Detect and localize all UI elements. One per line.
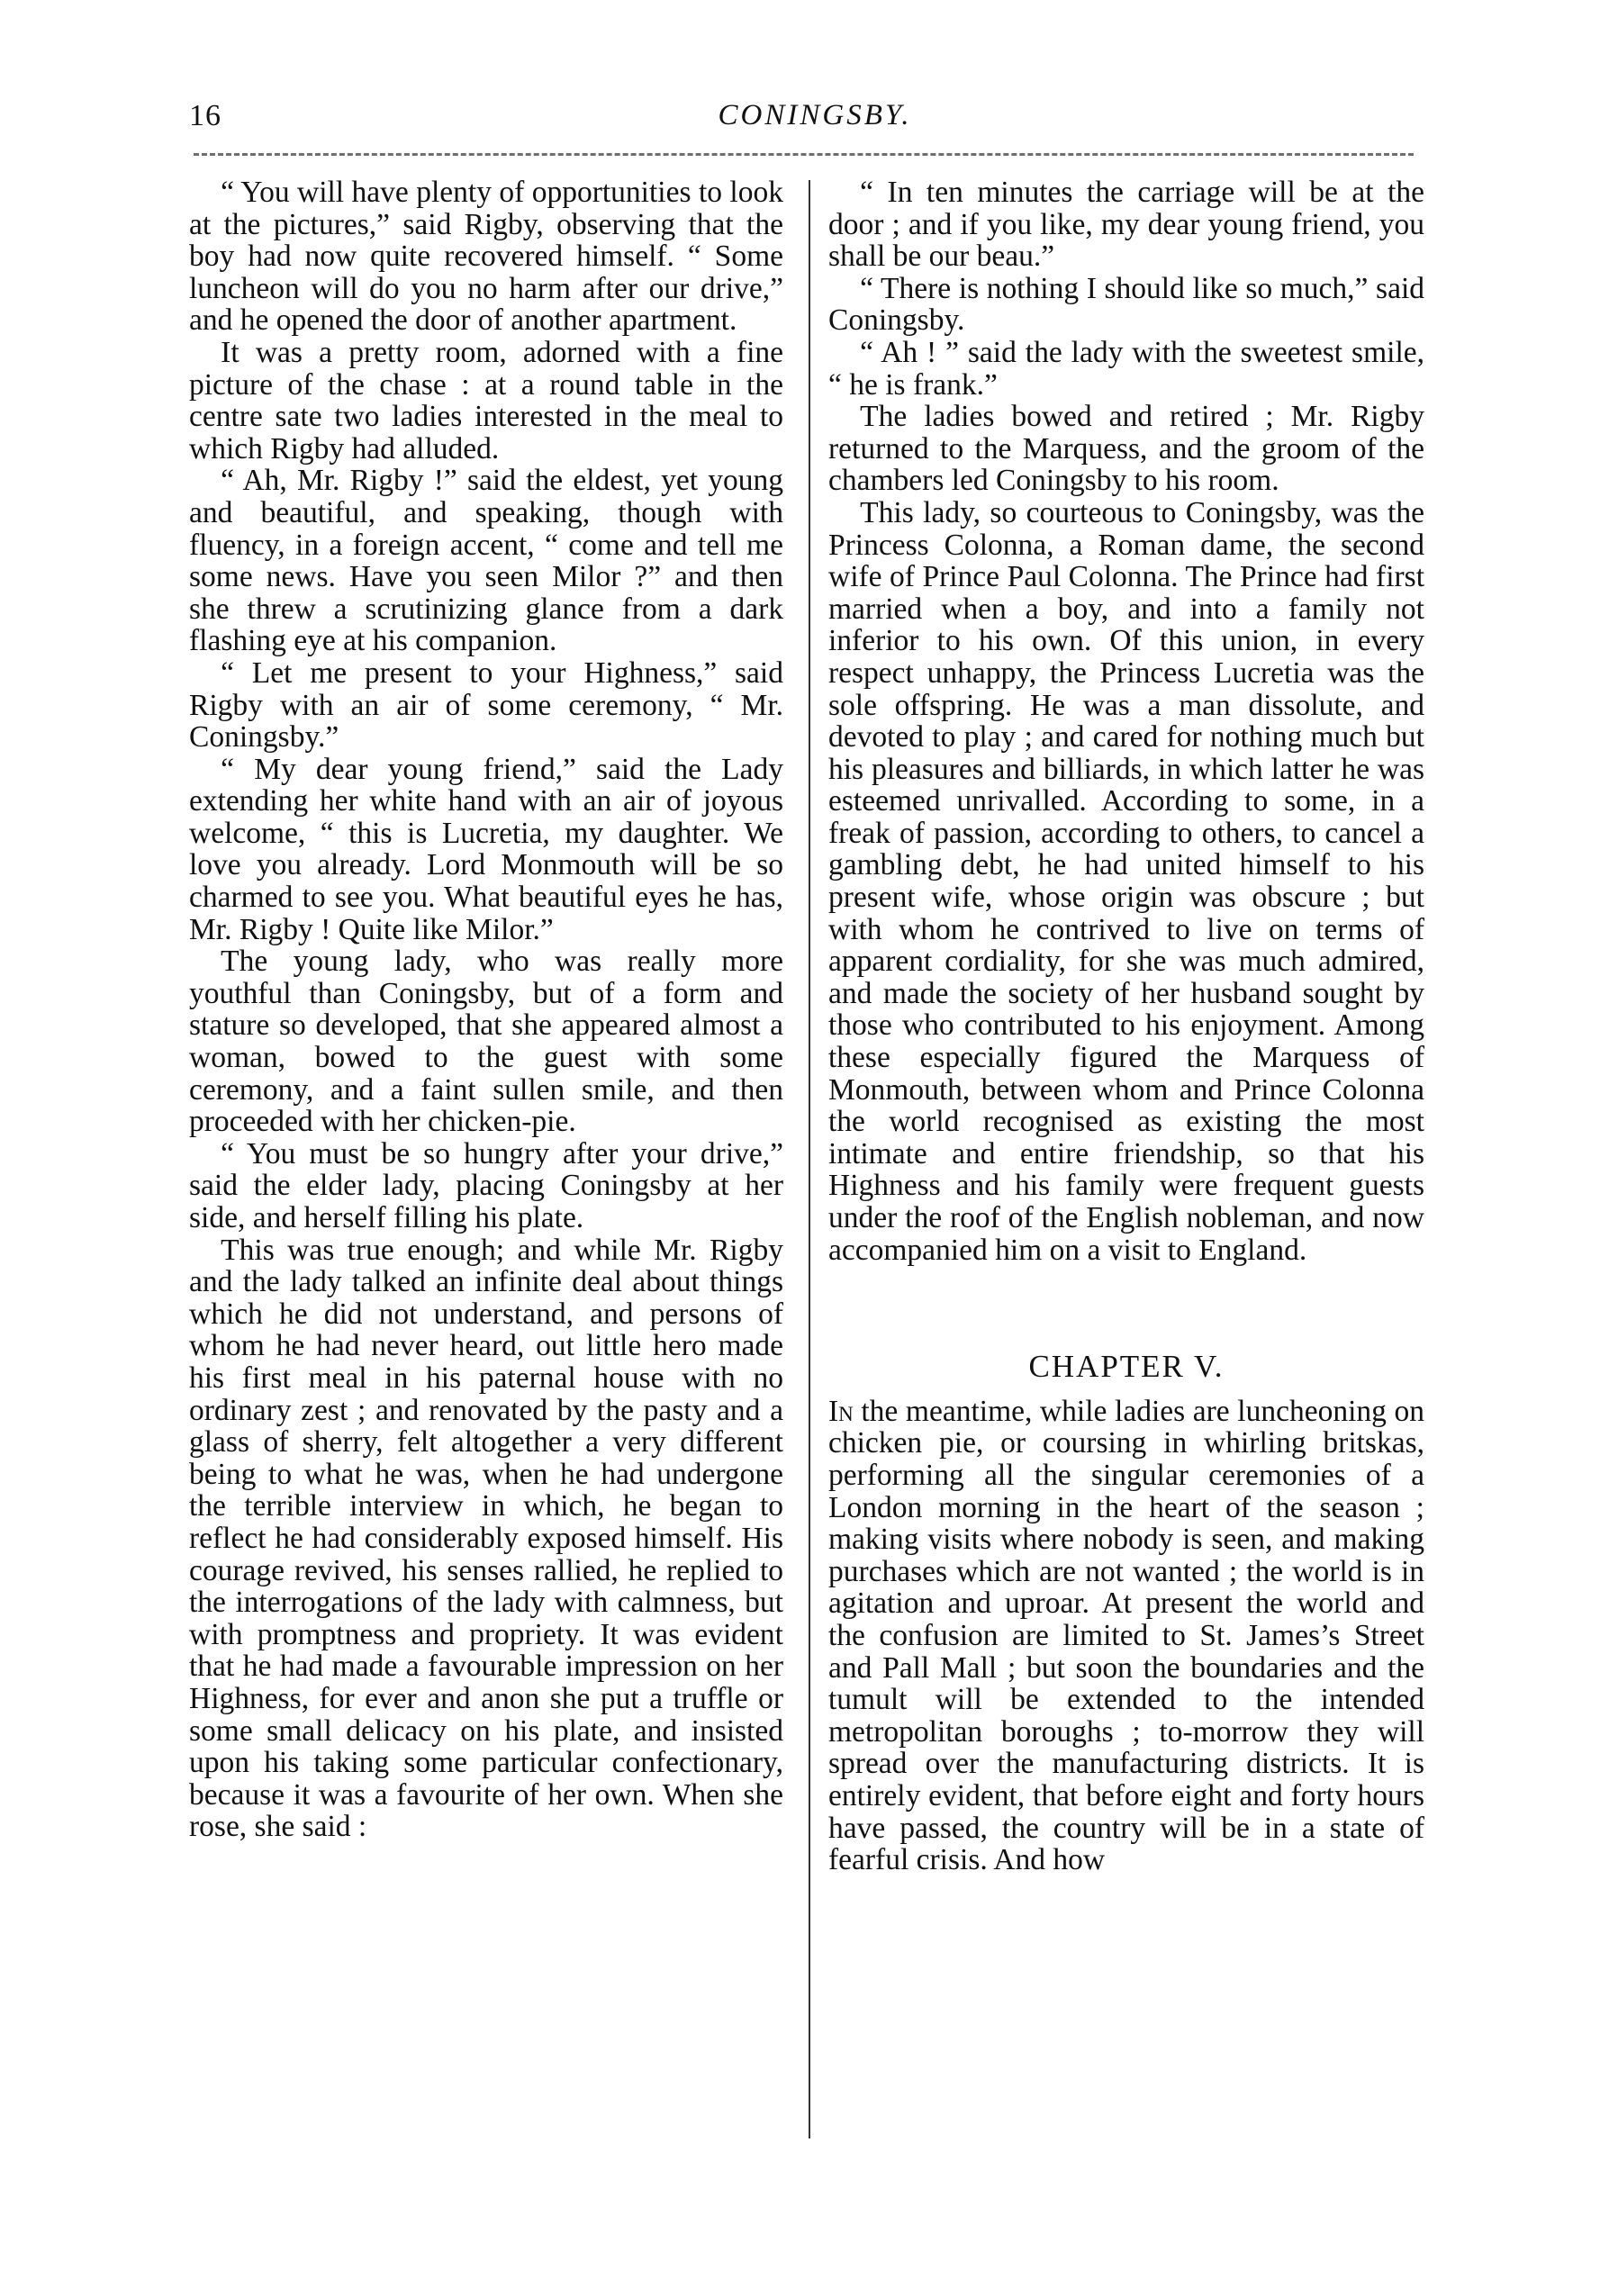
paragraph: “ Ah, Mr. Rigby !” said the eldest, yet young and beautiful, and speaking, though with fluency, in a foreign accent, “ come and tell me some news. Have you seen Milor ?” and then she threw a scrutinizing glance from a dark flashing eye at his companion. (189, 464, 783, 658)
paragraph: “ You will have plenty of opportunities to look at the pictures,” said Rigby, observing that the boy had now quite recovered himself. “ Some luncheon will do you no harm after our drive,” and he opened the door of another apartment. (189, 176, 783, 338)
chapter-opening-text: the meantime, while ladies are luncheoning on chicken pie, or coursing in whirling britskas, performing all the singular ceremonies of a London morning in the heart of the season ; making visits where nobody is seen, and making purchases which are not wanted ; the world is in agitation and uproar. At present the world and the confusion are limited to St. James’s Street and Pall Mall ; but soon the boundaries and the tumult will be extended to the intended metropolitan boroughs ; to-morrow they will spread over the manufacturing districts. It is entirely evident, that before eight and forty hours have passed, the country will be in a state of fearful crisis. And how (828, 1394, 1424, 1877)
paragraph: The young lady, who was really more youthful than Coningsby, but of a form and stature so developed, that she appeared almost a woman, bowed to the guest with some ceremony, and a faint sullen smile, and then proceeded with her chicken-pie. (189, 945, 783, 1139)
column-divider (809, 180, 810, 2138)
paragraph: “ Let me present to your Highness,” said Rigby with an air of some ceremony, “ Mr. Coningsby.” (189, 655, 783, 755)
page-number: 16 (189, 99, 221, 132)
chapter-opening-lead: In (828, 1394, 854, 1428)
right-column (828, 176, 1424, 1876)
paragraph: “ There is nothing I should like so much,” said Coningsby. (828, 271, 1424, 338)
paragraph: “ You must be so hungry after your drive,” said the elder lady, placing Coningsby at her side, and herself filling his plate. (189, 1136, 783, 1234)
page-header (189, 99, 1441, 144)
paragraph: This was true enough; and while Mr. Rigby and the lady talked an infinite deal about things which he did not understand, and persons of whom he had never heard, out little hero made his first meal in his paternal house with no ordinary zest ; and renovated by the pasty and a glass of sherry, felt altogether a very different being to what he was, when he had undergone the terrible interview in which, he began to reflect he had considerably exposed himself. His courage revived, his senses rallied, he replied to the interrogations of the lady with calmness, but with promptness and propriety. It was evident that he had made a favourable impression on her Highness, for ever and anon she put a truffle or some small delicacy on his plate, and insisted upon his taking some particular confectionary, because it was a favourite of her own. When she rose, she said : (189, 1233, 783, 1844)
paragraph: “ My dear young friend,” said the Lady extending her white hand with an air of joyous welcome, “ this is Lucretia, my daughter. We love you already. Lord Monmouth will be so charmed to see you. What beautiful eyes he has, Mr. Rigby ! Quite like Milor.” (189, 752, 783, 946)
chapter-heading: CHAPTER V. (1028, 1349, 1225, 1385)
header-rule (194, 153, 1414, 156)
paragraph: “ In ten minutes the carriage will be at the door ; and if you like, my dear young friend, you shall be our beau.” (828, 176, 1424, 274)
paragraph: “ Ah ! ” said the lady with the sweetest smile, “ he is frank.” (828, 335, 1424, 402)
paragraph: It was a pretty room, adorned with a fine picture of the chase : at a round table in the centre sate two ladies interested in the meal to which Rigby had alluded. (189, 335, 783, 466)
paragraph: The ladies bowed and retired ; Mr. Rigby returned to the Marquess, and the groom of the chambers led Coningsby to his room. (828, 400, 1424, 498)
left-column (189, 176, 783, 1843)
paragraph: This lady, so courteous to Coningsby, was the Princess Colonna, a Roman dame, the second wife of Prince Paul Colonna. The Prince had first married when a boy, and into a family not inferior to his own. Of this union, in every respect unhappy, the Princess Lucretia was the sole offspring. He was a man dissolute, and devoted to play ; and cared for nothing much but his pleasures and billiards, in which latter he was esteemed unrivalled. According to some, in a freak of passion, according to others, to cancel a gambling debt, he had united himself to his present wife, whose origin was obscure ; but with whom he contrived to live on terms of apparent cordiality, for she was much admired, and made the society of her husband sought by those who contributed to his enjoyment. Among these especially figured the Marquess of Monmouth, between whom and Prince Colonna the world recognised as existing the most intimate and entire friendship, so that his Highness and his family were frequent guests under the roof of the English nobleman, and now accompanied him on a visit to England. (828, 495, 1424, 1267)
chapter-opening-paragraph (828, 1396, 1424, 1876)
running-title: CONINGSBY. (718, 99, 912, 131)
